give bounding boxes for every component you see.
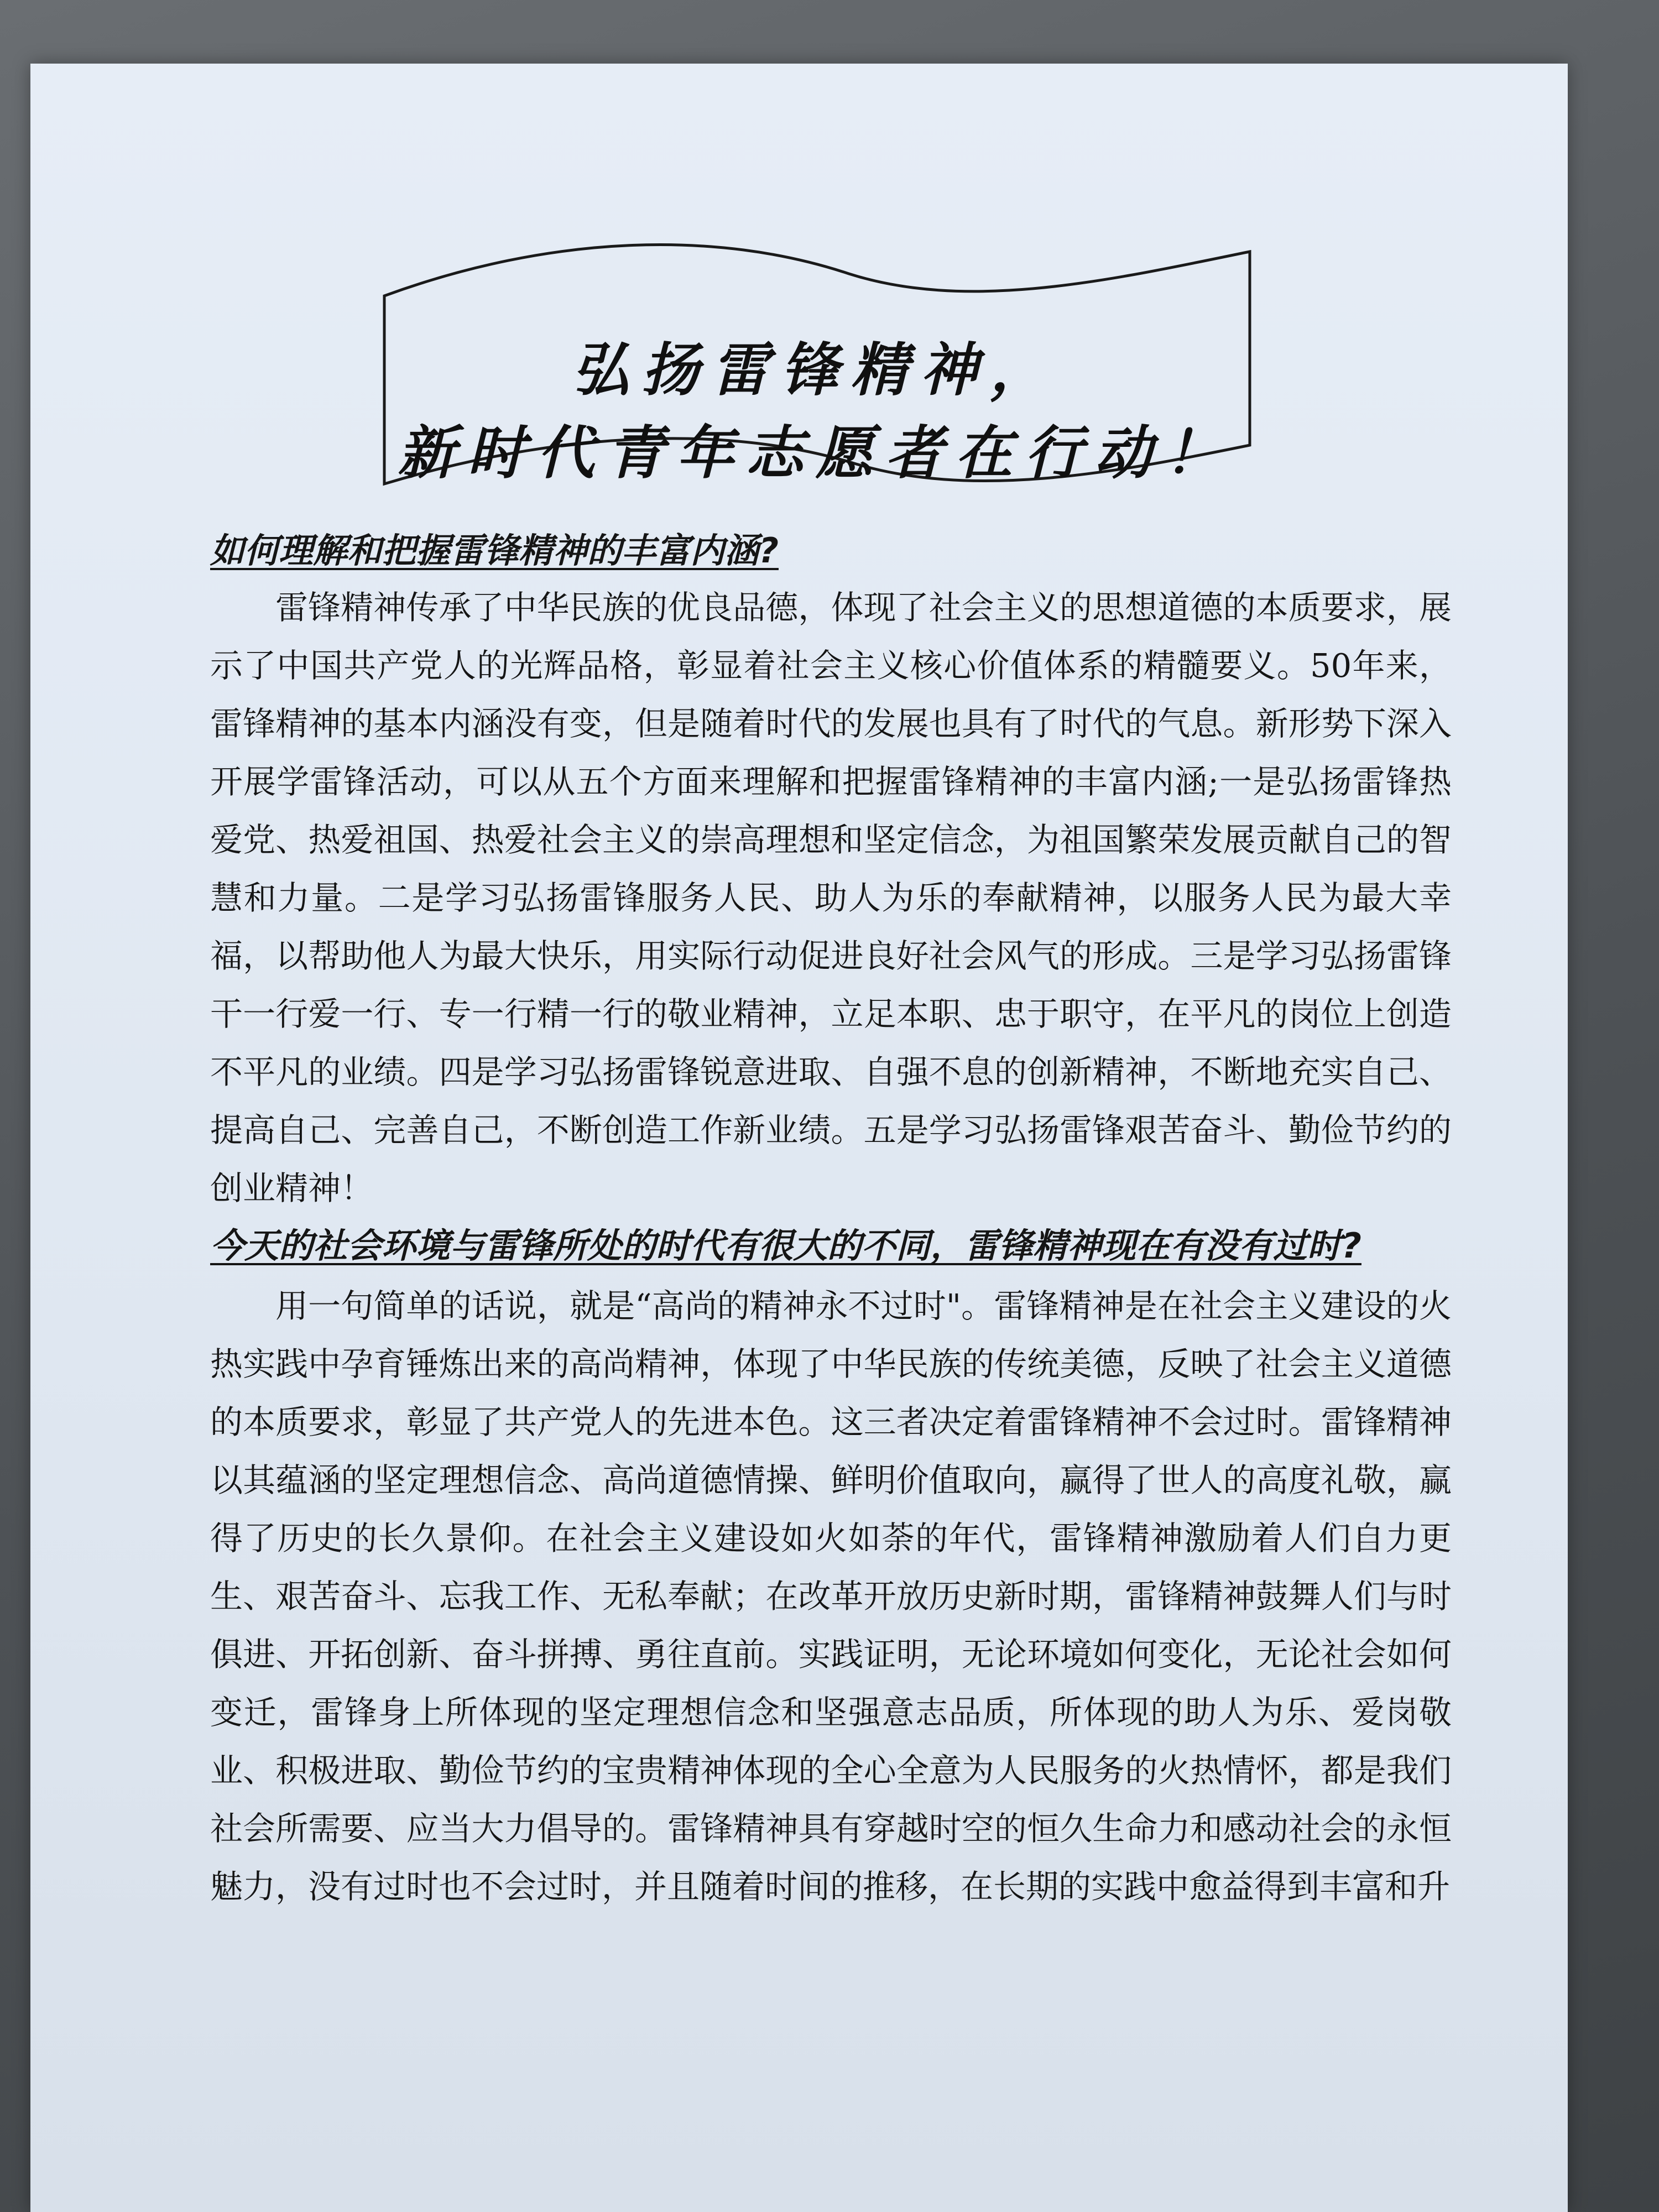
article-content xyxy=(210,525,1452,1916)
section-heading-1: 如何理解和把握雷锋精神的丰富内涵? xyxy=(210,530,779,571)
section-heading-2: 今天的社会环境与雷锋所处的时代有很大的不同，雷锋精神现在有没有过时? xyxy=(210,1225,1361,1266)
banner-title-line-2: 新时代青年志愿者在行动！ xyxy=(397,419,1234,487)
banner-title-line-1: 弘扬雷锋精神， xyxy=(571,336,1060,404)
paper-sheet xyxy=(30,64,1568,2212)
section-body-1: 雷锋精神传承了中华民族的优良品德，体现了社会主义的思想道德的本质要求，展示了中国共产党人的光辉品格，彰显着社会主义核心价值体系的精髓要义。50年来，雷锋精神的基本内涵没有变，但是随着时代的发展也具有了时代的气息。新形势下深入开展学雷锋活动，可以从五个方面来理解和把握雷锋精神的丰富内涵;一是弘扬雷锋热爱党、热爱祖国、热爱社会主义的崇高理想和坚定信念，为祖国繁荣发展贡献自己的智慧和力量。二是学习弘扬雷锋服务人民、助人为乐的奉献精神，以服务人民为最大幸福，以帮助他人为最大快乐，用实际行动促进良好社会风气的形成。三是学习弘扬雷锋干一行爱一行、专一行精一行的敬业精神，立足本职、忠于职守，在平凡的岗位上创造不平凡的业绩。四是学习弘扬雷锋锐意进取、自强不息的创新精神，不断地充实自己、提高自己、完善自己，不断创造工作新业绩。五是学习弘扬雷锋艰苦奋斗、勤俭节约的创业精神！ xyxy=(210,588,1452,1207)
section-body-2: 用一句简单的话说，就是“高尚的精神永不过时"。雷锋精神是在社会主义建设的火热实践中孕育锤炼出来的高尚精神，体现了中华民族的传统美德，反映了社会主义道德的本质要求，彰显了共产党人的先进本色。这三者决定着雷锋精神不会过时。雷锋精神以其蕴涵的坚定理想信念、高尚道德情操、鲜明价值取向，赢得了世人的高度礼敬，赢得了历史的长久景仰。在社会主义建设如火如荼的年代，雷锋精神激励着人们自力更生、艰苦奋斗、忘我工作、无私奉献；在改革开放历史新时期，雷锋精神鼓舞人们与时俱进、开拓创新、奋斗拼搏、勇往直前。实践证明，无论环境如何变化，无论社会如何变迁，雷锋身上所体现的坚定理想信念和坚强意志品质，所体现的助人为乐、爱岗敬业、积极进取、勤俭节约的宝贵精神体现的全心全意为人民服务的火热情怀，都是我们社会所需要、应当大力倡导的。雷锋精神具有穿越时空的恒久生命力和感动社会的永恒魅力，没有过时也不会过时，并且随着时间的推移，在长期的实践中愈益得到丰富和升 xyxy=(210,1287,1452,1906)
title-banner xyxy=(373,213,1258,495)
